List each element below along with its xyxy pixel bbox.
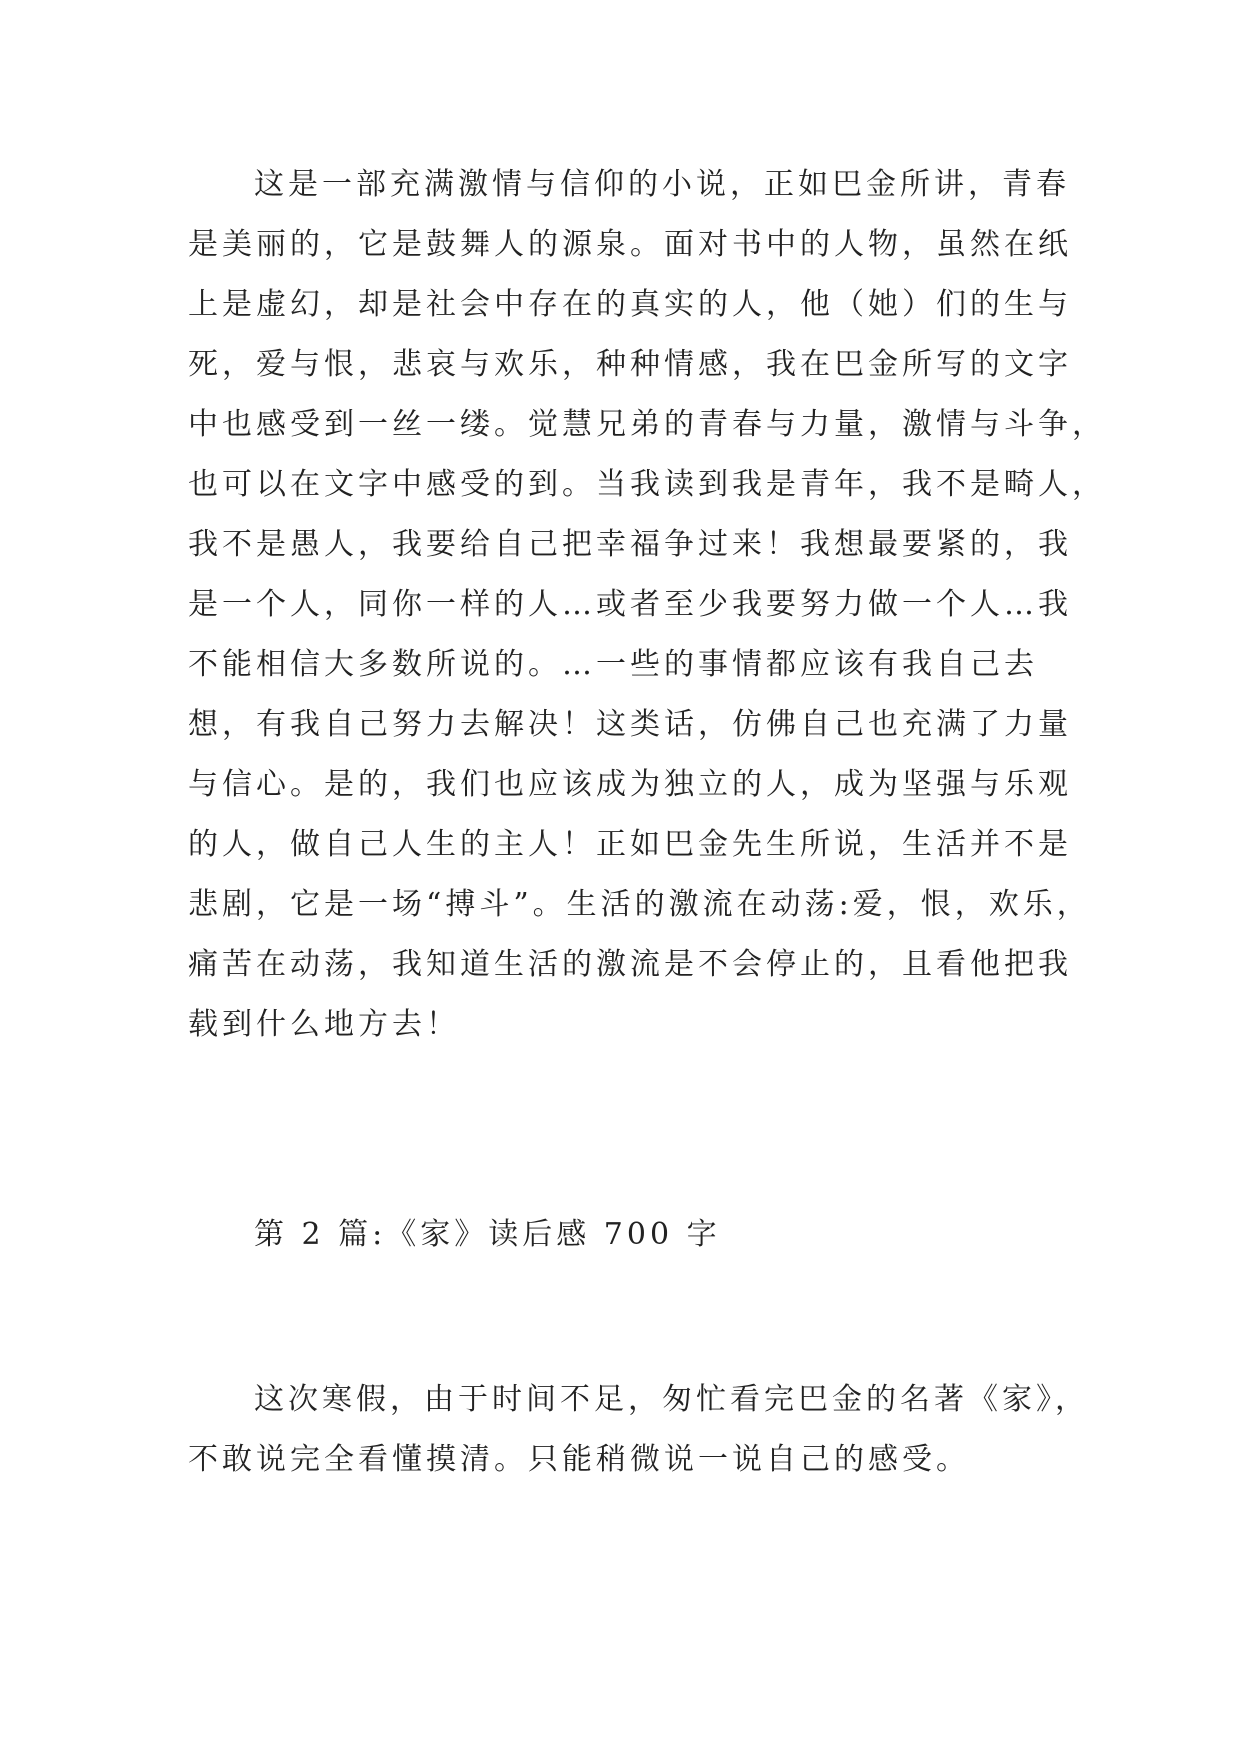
- paragraph-1: [188, 155, 1106, 1055]
- paragraph-line: 我不是愚人，我要给自己把幸福争过来！我想最要紧的，我: [188, 527, 1072, 562]
- paragraph-line: 不能相信大多数所说的。…一些的事情都应该有我自己去: [188, 647, 1038, 682]
- paragraph-2: [188, 1370, 1089, 1490]
- paragraph-line: 载到什么地方去！: [188, 1007, 460, 1042]
- paragraph-line: 是一个人，同你一样的人…或者至少我要努力做一个人…我: [188, 587, 1072, 622]
- paragraph-line: 也可以在文字中感受的到。当我读到我是青年，我不是畸人，: [188, 467, 1106, 502]
- paragraph-line: 这次寒假，由于时间不足，匆忙看完巴金的名著《家》，: [254, 1382, 1089, 1417]
- paragraph-line: 不敢说完全看懂摸清。只能稍微说一说自己的感受。: [188, 1442, 970, 1477]
- paragraph-line: 中也感受到一丝一缕。觉慧兄弟的青春与力量，激情与斗争，: [188, 407, 1106, 442]
- paragraph-line: 死，爱与恨，悲哀与欢乐，种种情感，我在巴金所写的文字: [188, 347, 1072, 382]
- paragraph-line: 悲剧，它是一场“搏斗”。生活的激流在动荡:爱，恨，欢乐，: [188, 887, 1091, 922]
- section-heading-text: 第 2 篇:《家》读后感 700 字: [254, 1217, 721, 1252]
- paragraph-line: 痛苦在动荡，我知道生活的激流是不会停止的，且看他把我: [188, 947, 1072, 982]
- paragraph-line: 上是虚幻，却是社会中存在的真实的人，他（她）们的生与: [188, 287, 1072, 322]
- section-heading: [188, 1205, 1068, 1265]
- paragraph-line: 与信心。是的，我们也应该成为独立的人，成为坚强与乐观: [188, 767, 1072, 802]
- paragraph-line: 这是一部充满激情与信仰的小说，正如巴金所讲，青春: [254, 167, 1070, 202]
- paragraph-line: 的人，做自己人生的主人！正如巴金先生所说，生活并不是: [188, 827, 1072, 862]
- paragraph-line: 是美丽的，它是鼓舞人的源泉。面对书中的人物，虽然在纸: [188, 227, 1072, 262]
- paragraph-line: 想，有我自己努力去解决！这类话，仿佛自己也充满了力量: [188, 707, 1072, 742]
